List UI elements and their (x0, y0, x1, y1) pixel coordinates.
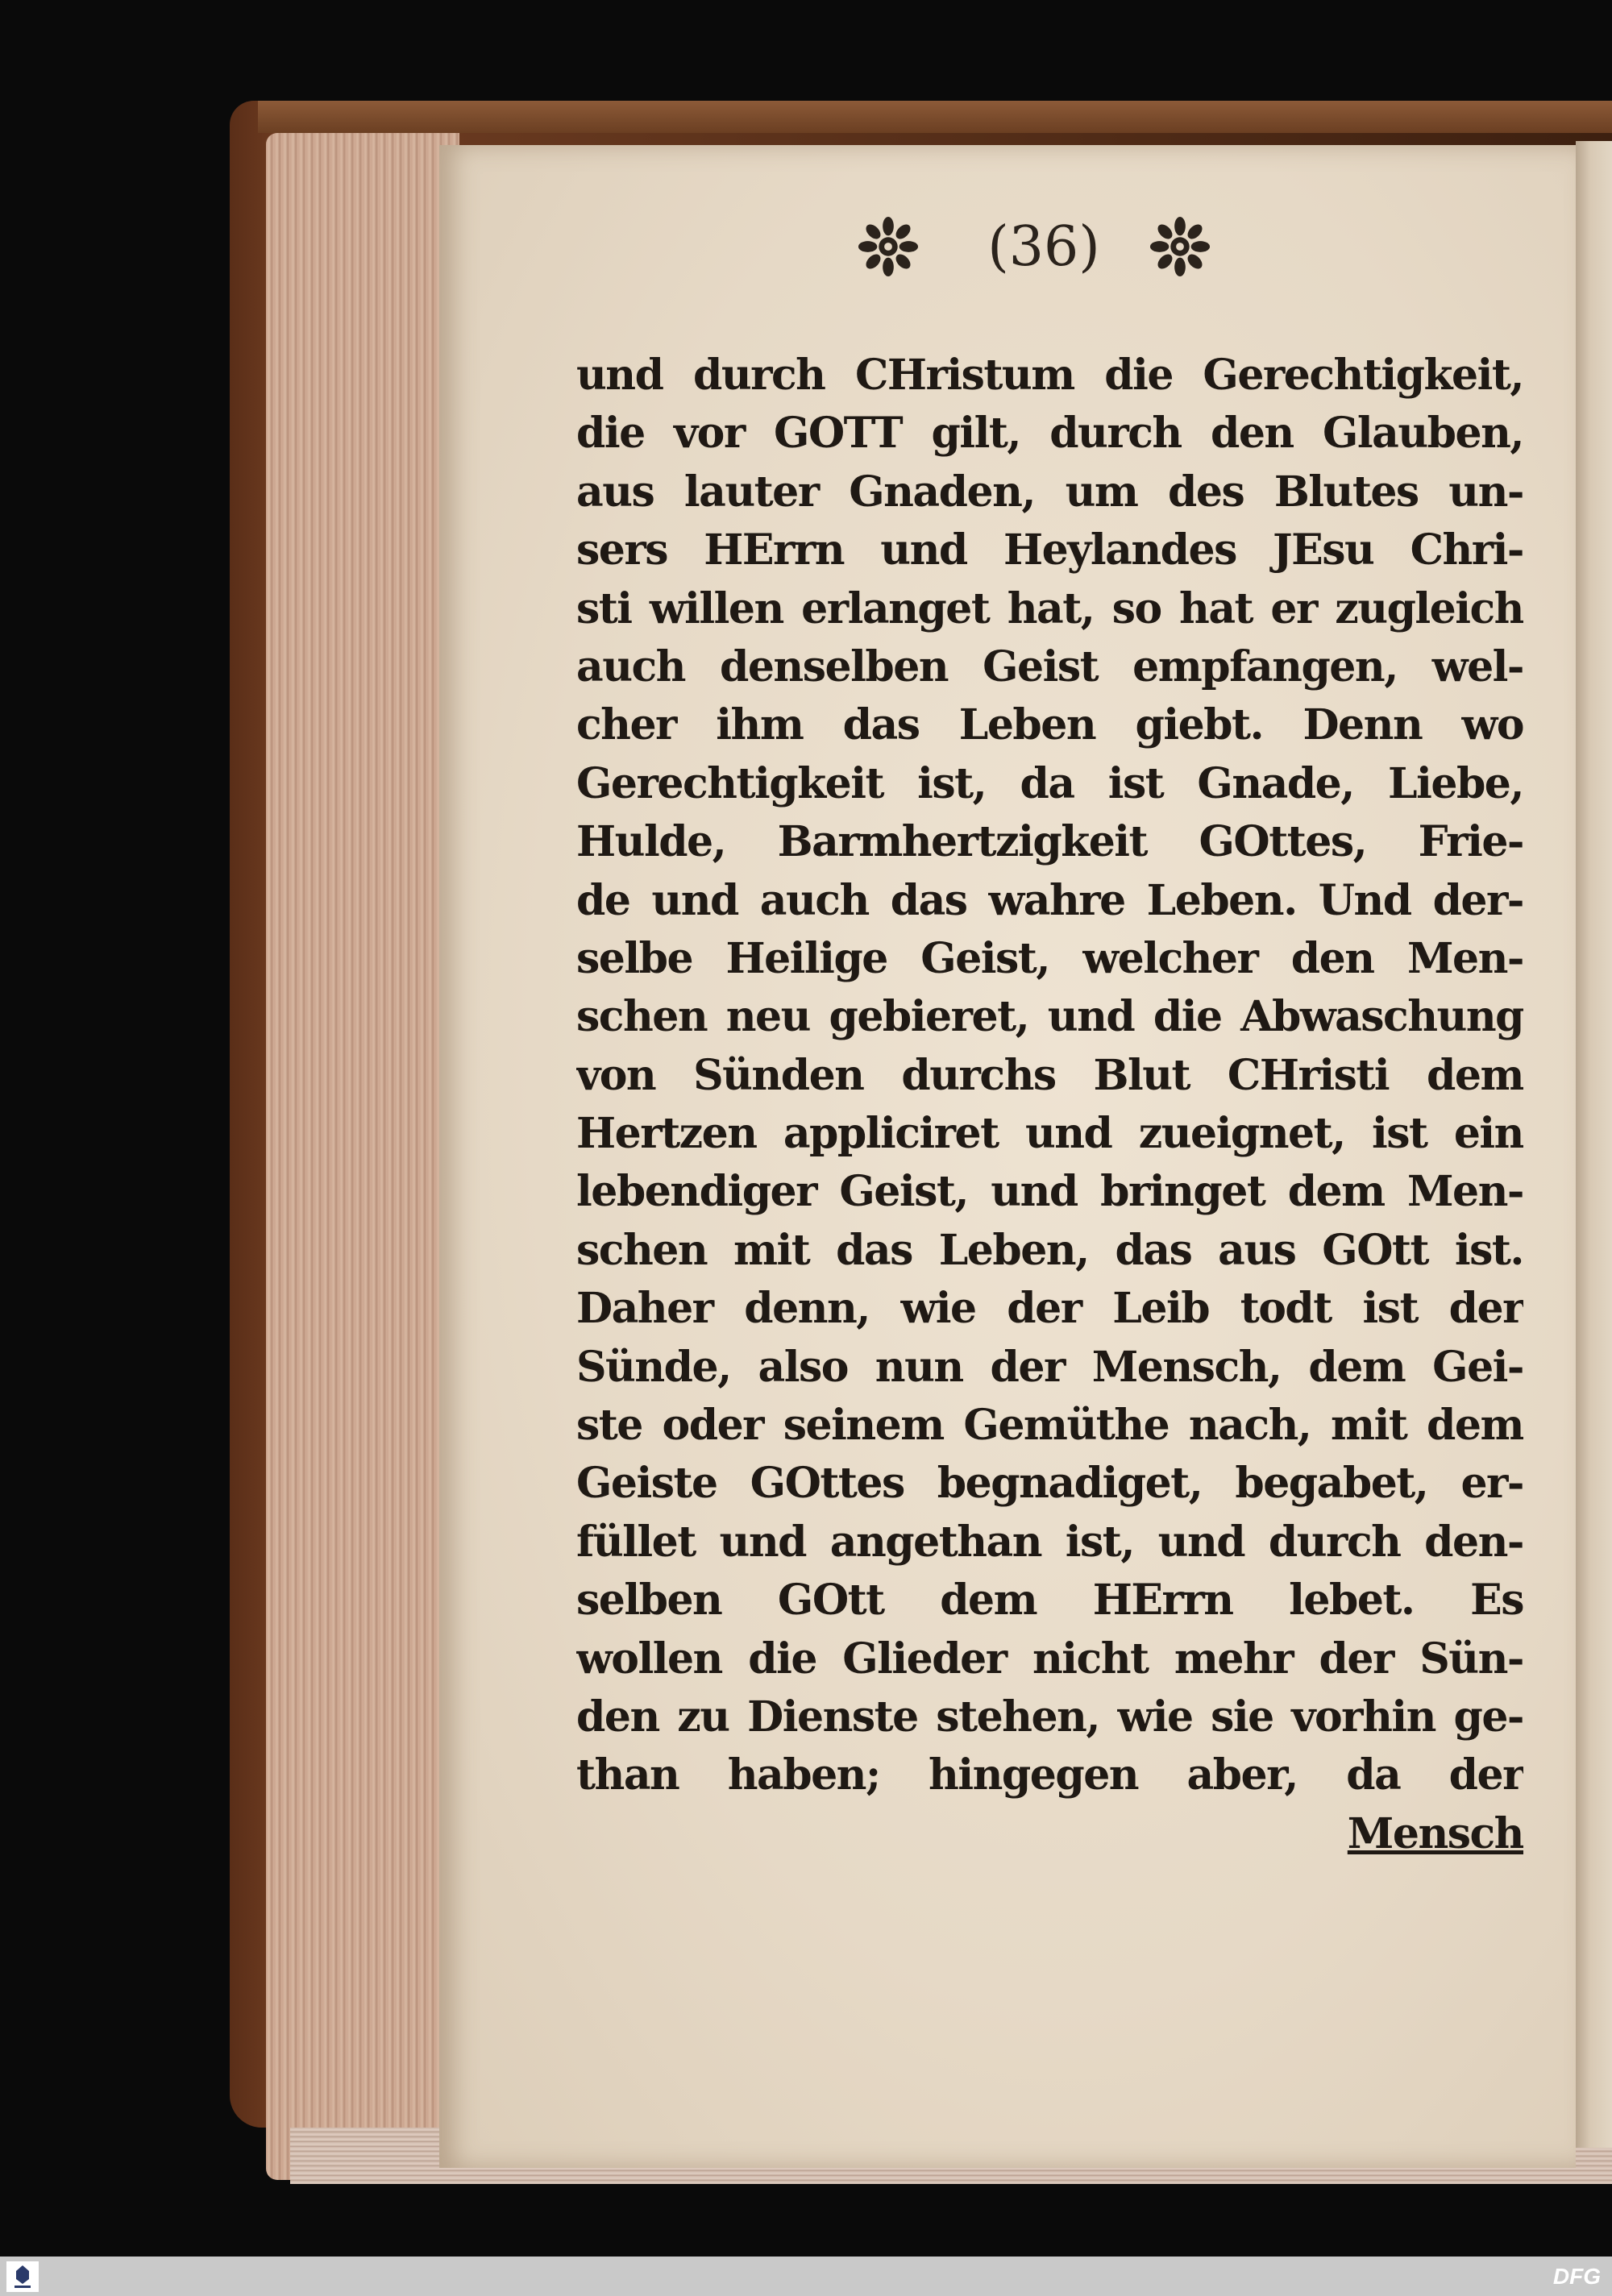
text-line: sers HErrn und Heylandes JEsu Chri- (576, 525, 1523, 575)
page-edge-stack (266, 133, 459, 2180)
text-line: lebendiger Geist, und bringet dem Men- (576, 1167, 1523, 1217)
text-line: füllet und angethan ist, und durch den- (576, 1517, 1523, 1567)
text-line: von Sünden durchs Blut CHristi dem (576, 1050, 1523, 1100)
text-line: selbe Heilige Geist, welcher den Men- (576, 933, 1523, 983)
text-line: de und auch das wahre Leben. Und der- (576, 875, 1523, 925)
facing-page-gutter (1576, 141, 1612, 2148)
text-line: und durch CHristum die Gerechtigkeit, (576, 351, 1523, 400)
text-line: die vor GOTT gilt, durch den Glauben, (576, 409, 1523, 459)
viewer-footer-bar (0, 2257, 1612, 2296)
page-number: (36) (987, 215, 1100, 279)
library-seal-icon[interactable] (6, 2261, 39, 2292)
dfg-brand[interactable]: DFG (1552, 2264, 1601, 2289)
flower-ornament-icon (857, 215, 920, 278)
text-line: den zu Dienste stehen, wie sie vorhin ge- (576, 1692, 1523, 1742)
text-line: schen mit das Leben, das aus GOtt ist. (576, 1225, 1523, 1275)
cover-top-edge (258, 101, 1612, 133)
text-line: auch denselben Geist empfangen, wel- (576, 641, 1523, 691)
text-line: cher ihm das Leben giebt. Denn wo (576, 700, 1523, 750)
text-line: Gerechtigkeit ist, da ist Gnade, Liebe, (576, 758, 1523, 808)
page-header (439, 211, 1576, 284)
text-line: Sünde, also nun der Mensch, dem Gei- (576, 1342, 1523, 1392)
text-line: aus lauter Gnaden, um des Blutes un- (576, 467, 1523, 517)
catchword: Mensch (1347, 1808, 1523, 1858)
body-text (576, 347, 1523, 1863)
text-line: Hertzen appliciret und zueignet, ist ein (576, 1109, 1523, 1159)
text-line: Geiste GOttes begnadiget, begabet, er- (576, 1459, 1523, 1509)
text-line: than haben; hingegen aber, da der (576, 1750, 1523, 1800)
text-line: selben GOtt dem HErrn lebet. Es (576, 1576, 1523, 1625)
text-line: Daher denn, wie der Leib todt ist der (576, 1284, 1523, 1334)
text-line: sti willen erlanget hat, so hat er zugleich (576, 583, 1523, 633)
flower-ornament-icon (1149, 215, 1211, 278)
text-line: Hulde, Barmhertzigkeit GOttes, Frie- (576, 817, 1523, 867)
text-line: wollen die Glieder nicht mehr der Sün- (576, 1634, 1523, 1684)
text-line: ste oder seinem Gemüthe nach, mit dem (576, 1401, 1523, 1451)
text-line: schen neu gebieret, und die Abwaschung (576, 992, 1523, 1042)
